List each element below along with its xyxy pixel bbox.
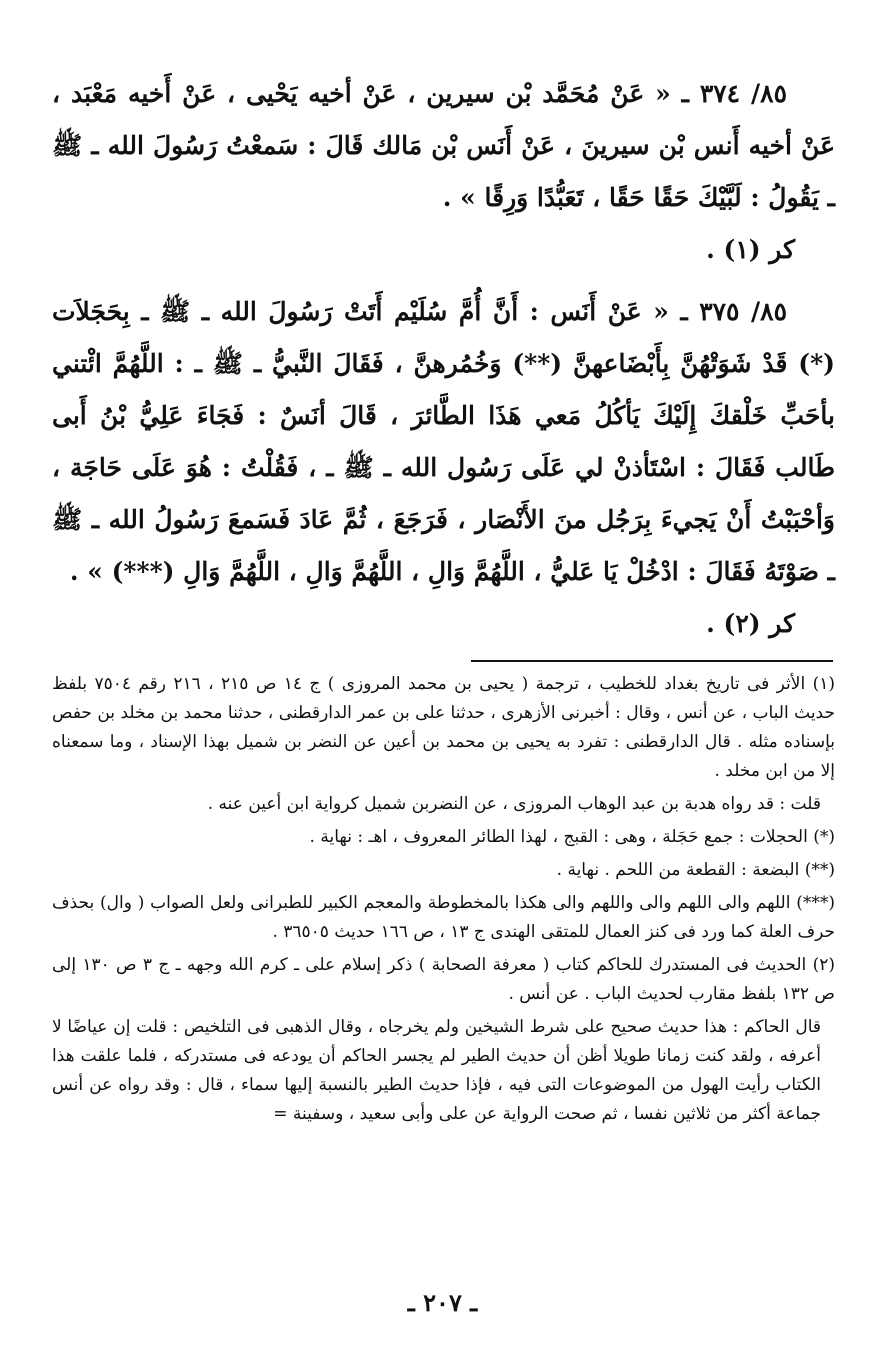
main-text-block — [52, 68, 835, 660]
hadith-374-reference: كر (١) . — [706, 235, 795, 264]
footnotes-block — [52, 670, 835, 1129]
footnote-2-comment: قال الحاكم : هذا حديث صحيح على شرط الشيخين ولم يخرجاه ، وقال الذهبى فى التلخيص : قلت إن عياضًا لا أعرفه ، ولقد كنت زمانا طويلا أظن أن حديث الطير لم يجسر الحاكم أن يودعه فى مستدركه ، فلما علقت هذا الكتاب رأيت الهول من الموضوعات التى فيه ، فإذا حديث الطير بالنسبة إليها سماء ، قال : وقد رواه عن أنس جماعة أكثر من ثلاثين نفسا ، ثم صحت الرواية عن على وأبى سعيد ، وسفينة = — [52, 1017, 821, 1124]
footnote-star-3: (***) اللهم والى اللهم والى واللهم والى هكذا بالمخطوطة والمعجم الكبير للطبرانى ولعل الصواب ( وال) بحذف حرف العلة كما ورد فى كنز العمال للمتقى الهندى ج ١٣ ، ص ١٦٦ حديث ٣٦٥٠٥ . — [52, 893, 835, 942]
footnote-star-1: (*) الحجلات : جمع حَجَلة ، وهى : القبج ، لهذا الطائر المعروف ، اهـ : نهاية . — [309, 827, 835, 847]
footnote-1-comment: قلت : قد رواه هدبة بن عبد الوهاب المروزى ، عن النضربن شميل كرواية ابن أعين عنه . — [207, 794, 821, 814]
hadith-374-text: ٨٥/ ٣٧٤ ـ « عَنْ مُحَمَّد بْن سيرين ، عَنْ أخيه يَحْيى ، عَنْ أَخيه مَعْبَد ، عَنْ أخيه أَنس بْن سيرينَ ، عَنْ أَنَس بْن مَالك قَالَ : سَمعْتُ رَسُولَ الله ـ ﷺ ـ يَقُولُ : لَبَّيْكَ حَقًا حَقًا ، تَعَبُّدًا وَرِقًا » . — [52, 79, 835, 212]
footnote-1: (١) الأثر فى تاريخ بغداد للخطيب ، ترجمة ( يحيى بن محمد المروزى ) ج ١٤ ص ٢١٥ ، ٢١٦ رقم ٧٥٠٤ بلفظ حديث الباب ، عن أنس ، وقال : أخبرنى الأزهرى ، حدثنا على بن عمر الدارقطنى ، حدثنا محمد بن مخلد بن حفص بإسناده مثله . قال الدارقطنى : تفرد به يحيى بن محمد بن أعين عن النضر بن شميل بهذا الإسناد ، وما سمعناه إلا من ابن مخلد . — [52, 674, 835, 781]
hadith-375-text: ٨٥/ ٣٧٥ ـ « عَنْ أَنَس : أَنَّ أُمَّ سُلَيْم أَتَتْ رَسُولَ الله ـ ﷺ ـ بِحَجَلاَت (*) قَدْ شَوَتْهُنَّ بِأَبْضَاعهنَّ (**) وَخُمُرهنَّ ، فَقَالَ النَّبيُّ ـ ﷺ ـ : اللَّهُمَّ ائْتني بأحَبِّ خَلْقكَ إِلَيْكَ يَأكُلُ مَعي هَذَا الطَّائرَ ، قَالَ أنَسٌ : فَجَاءَ عَلِيُّ بْنُ أَبى طَالب فَقَالَ : اسْتَأذنْ لي عَلَى رَسُول الله ـ ﷺ ـ ، فَقُلْتُ : هُوَ عَلَى حَاجَة ، وَأحْبَبْتُ أَنْ يَجيءَ بِرَجُل منَ الأَنْصَار ، فَرَجَعَ ، ثُمَّ عَادَ فَسَمعَ رَسُولُ الله ـ ﷺ ـ صَوْتَهُ فَقَالَ : ادْخُلْ يَا عَليُّ ، اللَّهُمَّ وَالِ ، اللَّهُمَّ وَالِ ، اللَّهُمَّ وَالِ (***) » . — [52, 297, 835, 586]
hadith-375-reference: كر (٢) . — [706, 609, 795, 638]
page-number: ـ ٢٠٧ ـ — [407, 1288, 478, 1317]
footnote-separator — [471, 660, 833, 662]
footnote-2: (٢) الحديث فى المستدرك للحاكم كتاب ( معرفة الصحابة ) ذكر إسلام على ـ كرم الله وجهه ـ ج ٣ ص ١٣٠ إلى ص ١٣٢ بلفظ مقارب لحديث الباب . عن أنس . — [52, 955, 835, 1004]
footnote-star-2: (**) البضعة : القطعة من اللحم . نهاية . — [556, 860, 835, 880]
